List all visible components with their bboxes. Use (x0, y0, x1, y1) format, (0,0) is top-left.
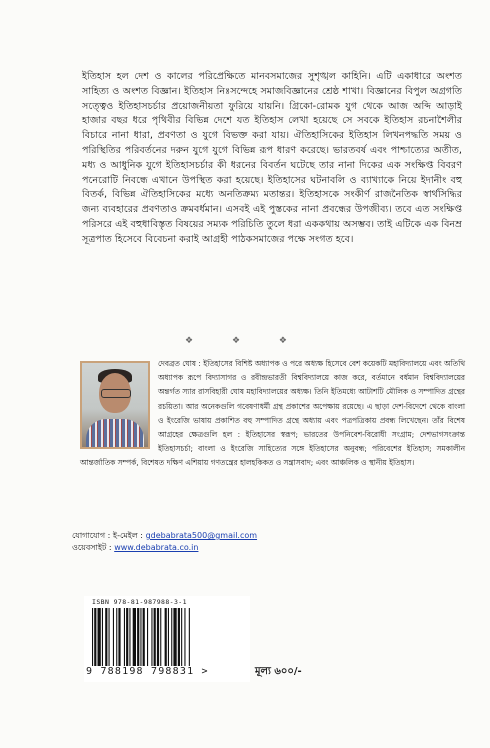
barcode-bar (178, 608, 180, 666)
barcode-bar (140, 608, 141, 666)
isbn-barcode (84, 596, 250, 682)
barcode-bar (173, 608, 176, 666)
website-label: ওয়েবসাইট : (72, 543, 112, 552)
barcode-bar (102, 608, 103, 666)
barcode-bar (124, 608, 125, 666)
website-row (72, 542, 257, 554)
barcode-bar (151, 608, 152, 666)
barcode-bar (105, 608, 107, 666)
price-label: মূল্য ৬০০/- (255, 666, 302, 677)
contact-info (72, 530, 257, 554)
barcode-bar (118, 608, 120, 666)
email-link[interactable]: gdebabrata500@gmail.com (145, 531, 258, 540)
barcode-bar (113, 608, 114, 666)
barcode-arrow: > (201, 666, 209, 677)
barcode-bar (160, 608, 161, 666)
barcode-bar (137, 608, 139, 666)
barcode-bar (129, 608, 130, 666)
barcode-bar (181, 608, 182, 666)
barcode-bar (165, 608, 167, 666)
ornament-divider: ❖ ❖ ❖ (185, 336, 305, 346)
barcode-bar (133, 608, 136, 666)
barcode-bar (143, 608, 145, 666)
barcode-bar (116, 608, 117, 666)
isbn-label: ISBN 978-81-987988-3-1 (92, 598, 187, 606)
author-photo (80, 361, 150, 449)
barcode-bar (171, 608, 172, 666)
barcode-bars (92, 608, 242, 666)
barcode-bar (126, 608, 128, 666)
email-row (72, 530, 257, 542)
barcode-bar (109, 608, 110, 666)
barcode-bar (154, 608, 156, 666)
barcode-digits (86, 666, 209, 677)
barcode-number: 9 788198 798831 (86, 666, 195, 677)
barcode-bar (92, 608, 93, 666)
barcode-bar (184, 608, 185, 666)
email-label: যোগাযোগ : ই-মেইল : (72, 531, 144, 540)
book-blurb: ইতিহাস হল দেশ ও কালের পরিপ্রেক্ষিতে মানবসমাজের সুশৃঙ্খল কাহিনি। এটি একাধারে অংশত সাহিত্য ও অংশত বিজ্ঞান। ইতিহাস নিঃসন্দেহে সমাজবিজ্ঞানের শ্রেষ্ঠ শাখা। বিজ্ঞানের বিপুল অগ্রগতি সত্ত্বেও ইতিহাসচর্চার প্রয়োজনীয়তা ফুরিয়ে যায়নি। গ্রিকো-রোমক যুগ থেকে আজ অব্দি আড়াই হাজার বছর ধরে পৃথিবীর বিভিন্ন দেশে যত ইতিহাস লেখা হয়েছে সে সবকে ইতিহাস রচনাশৈলীর বিচারে নানা ধারা, প্রবণতা ও যুগে বিভক্ত করা যায়। ঐতিহাসিকের ইতিহাস লিখনপদ্ধতি সময় ও পরিস্থিতির পরিবর্তনের দরুন যুগে যুগে বিভিন্ন রূপ ধারণ করেছে। ভারতবর্ষ এবং পাশ্চাত্যের অতীত, মধ্য ও আধুনিক যুগে ইতিহাসচর্চার কী ধরনের বিবর্তন ঘটেছে তার নানা দিকের এক সংক্ষিপ্ত বিবরণ পনেরোটি নিবন্ধে এখানে উপস্থিত করা হয়েছে। ইতিহাসের ঘটনাবলি ও ব্যাখ্যাকে নিয়ে ইদানীং বহু বিতর্ক, বিভিন্ন ঐতিহাসিকের মধ্যে অনতিক্রম্য মতান্তর। ইতিহাসকে সংকীর্ণ রাজনৈতিক স্বার্থসিদ্ধির জন্য ব্যবহারের প্রবণতাও ক্রমবর্ধমান। এসবই এই পুস্তকের নানা প্রবন্ধের উপজীব্য। তবে এত সংক্ষিপ্ত পরিসরে এই বহুধাবিস্তৃত বিষয়ের সম্যক পরিচিতি তুলে ধরা এককথায় অসম্ভব। তাই এটিকে এক বিনম্র সূত্রপাত হিসেবে বিবেচনা করাই আগ্রহী পাঠকসমাজের পক্ষে সংগত হবে। (82, 71, 462, 245)
website-link[interactable]: www.debabrata.co.in (114, 543, 199, 552)
barcode-bar (168, 608, 169, 666)
barcode-bar (189, 608, 190, 666)
barcode-bar (147, 608, 148, 666)
barcode-bar (94, 608, 96, 666)
author-section (80, 357, 465, 471)
author-bio: দেবব্রত ঘোষ : ইতিহাসের বিশিষ্ট অধ্যাপক ও পরে অধ্যক্ষ হিসেবে বেশ কয়েকটি মহাবিদ্যালয়ে এবং অতিথি অধ্যাপক রূপে বিদ্যাসাগর ও রবীন্দ্রভারতী বিশ্ববিদ্যালয়ে কাজ করে, বর্তমানে বর্ধমান বিশ্ববিদ্যালয়ের অন্তর্গত স্যার রাসবিহারী ঘোষ মহাবিদ্যালয়ের অধ্যক্ষ। তিনি ইতিমধ্যে আটাশটি মৌলিক ও সম্পাদিত গ্রন্থের রচয়িতা। আর অনেকগুলি গবেষণাধর্মী গ্রন্থ প্রকাশের অপেক্ষায় রয়েছে। এ ছাড়া দেশ-বিদেশে থেকে বাংলা ও ইংরেজি ভাষায় প্রকাশিত বহু সম্পাদিত গ্রন্থে অধ্যায় এবং পত্রপত্রিকায় প্রবন্ধ লিখেছেন। তাঁর বিশেষ আগ্রহের ক্ষেত্রগুলি হল : ইতিহাসের স্বরূপ; ভারতের উপনিবেশ-বিরোধী সংগ্রাম; দেশভাগসংক্রান্ত ইতিহাসচর্চা; বাংলা ও ইংরেজি সাহিত্যের সঙ্গে ইতিহাসের অনুবন্ধ; পরিবেশের ইতিহাস; সমকালীন আন্তর্জাতিক সম্পর্ক, বিশেষত দক্ষিণ এশিয়ায় গণতন্ত্রের হালহকিকত ও সন্ত্রাসবাদ; এবং আঞ্চলিক ও স্থানীয় ইতিহাস। (80, 359, 465, 468)
barcode-bar (157, 608, 159, 666)
barcode-bar (98, 608, 101, 666)
